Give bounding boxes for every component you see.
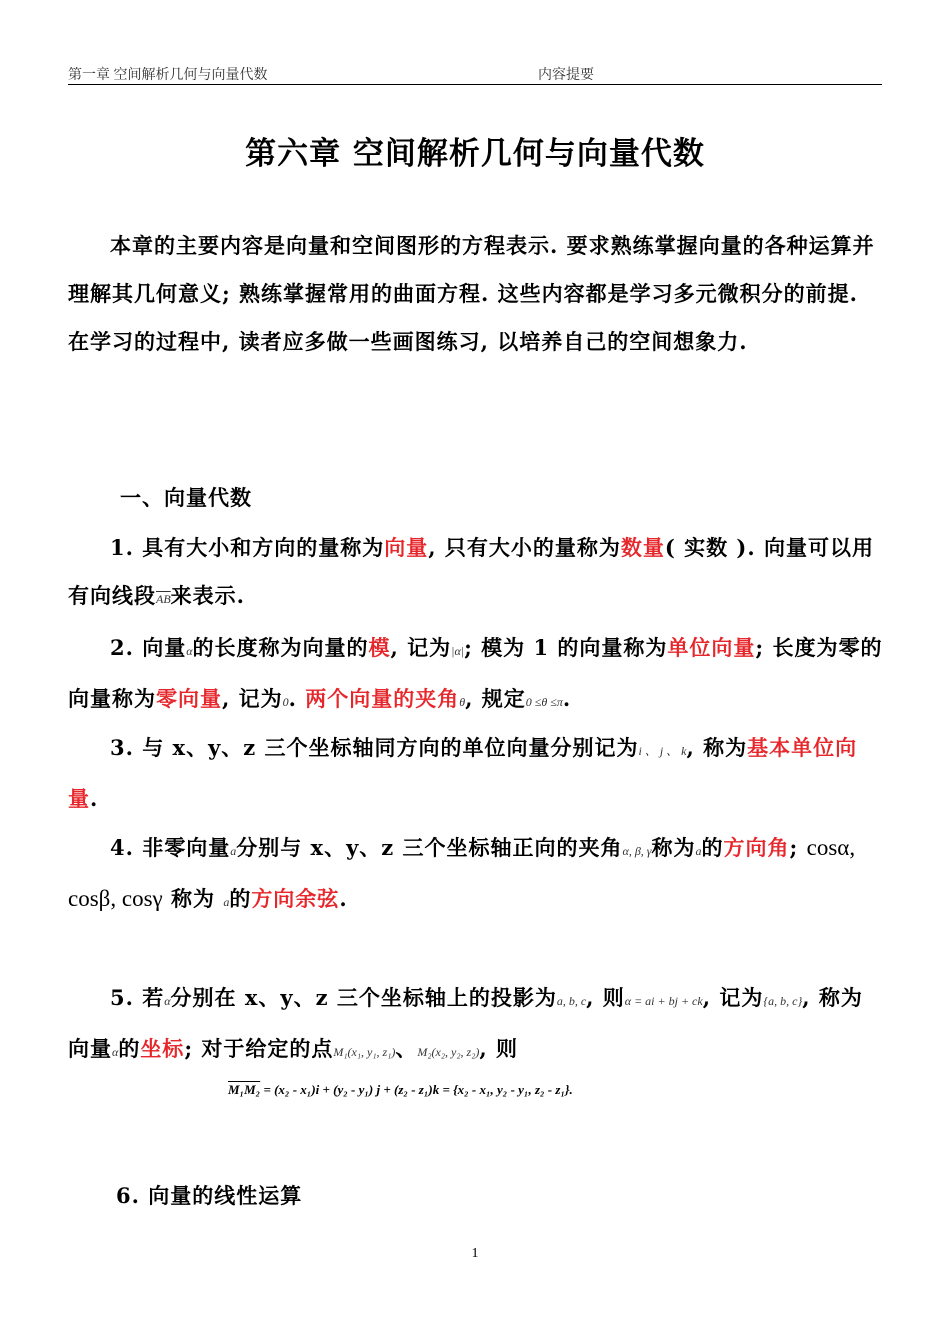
segment-ab: $\overline{AB}$ [156,592,171,606]
sym-m2: M₂(x₂, y₂, z₂) [417,1045,480,1059]
item-4-text-f: 称为 [162,886,224,911]
sym-ijk: i 、 j 、 k [638,744,687,758]
item-2-text-a: 2. 向量 [110,635,187,660]
item-4-text-d: 的 [701,835,724,860]
term-vector: 向量 [384,535,429,560]
item-5-text-a: 5. 若 [110,985,165,1010]
item-2 [68,624,884,726]
header-section: 内容提要 [538,68,594,83]
item-4-text-g: 的 [229,886,252,911]
sym-a: a [230,844,237,858]
item-4-text-h: . [339,886,348,911]
item-3-text-b: , 称为 [686,735,748,760]
sym-range: 0 ≤θ ≤π [525,695,563,709]
item-2-text-g: . [288,686,306,711]
item-1-text-d: 来表示. [170,583,245,608]
section-heading: 一、向量代数 [120,485,252,510]
term-direction-angle: 方向角 [723,835,790,860]
term-scalar: 数量 [620,535,665,560]
term-angle: 两个向量的夹角 [305,686,460,711]
item-3 [68,724,884,823]
item-5-text-h: 、 [395,1036,418,1061]
sym-zero: 0 [282,695,289,709]
sym-abc: a, b, c [556,994,587,1008]
item-2-text-i: . [562,686,572,711]
item-5-text-g: ; 对于给定的点 [184,1036,334,1061]
term-unit-vector: 单位向量 [667,635,756,660]
page-header [68,64,882,85]
sym-alpha: α [186,644,193,658]
direction-cosines: cosα, cosβ, cosγ [68,835,856,911]
term-direction-cosine: 方向余弦 [251,886,340,911]
sym-alpha-5: α [164,994,171,1008]
item-5 [68,974,884,1076]
item-4-text-a: 4. 非零向量 [110,835,231,860]
term-zero-vector: 零向量 [156,686,222,711]
term-modulus: 模 [368,635,391,660]
formula-lhs: M₁M₂ [228,1082,261,1097]
sym-alpha-6: α [112,1045,119,1059]
item-4 [68,824,884,926]
item-1-text-a: 1. 具有大小和方向的量称为 [110,535,385,560]
intro-paragraph: 本章的主要内容是向量和空间图形的方程表示. 要求熟练掌握向量的各种运算并理解其几何意义; 熟练掌握常用的曲面方程. 这些内容都是学习多元微积分的前提. 在学习的过程中, 读者应多做一些画图练习, 以培养自己的空间想象力. [68,233,875,354]
item-5-text-e: , 称为向量 [68,985,863,1061]
header-chapter: 第一章 空间解析几何与向量代数 [68,68,268,83]
sym-a-2: a [695,844,702,858]
item-1-text-b: , 只有大小的量称为 [428,535,621,560]
term-basic-unit-vector: 基本单位向量 [68,735,858,811]
page-title: 第六章 空间解析几何与向量代数 [245,136,705,172]
item-5-text-b: 分别在 x、y、z 三个坐标轴上的投影为 [170,985,557,1010]
sym-a-3: a [223,895,230,909]
item-3-text-a: 3. 与 x、y、z 三个坐标轴同方向的单位向量分别记为 [110,735,639,760]
page-number: 1 [471,1246,479,1261]
item-1-text-c: ( 实数 ). 向量可以用有向线段 [68,535,874,608]
sym-abs-alpha: |α| [451,644,465,658]
item-3-text-c: . [90,786,99,811]
formula-rhs: = (x₂ - x₁)i + (y₂ - y₁) j + (z₂ - z₁)k = {x₂ - x₁, y₂ - y₁, z₂ - z₁}. [260,1082,573,1097]
item-6: 6. 向量的线性运算 [116,1183,303,1208]
sym-theta: θ [459,695,466,709]
item-1 [68,524,884,623]
item-2-text-c: , 记为 [390,635,452,660]
vector-formula [228,1082,573,1098]
item-5-text-c: , 则 [586,985,625,1010]
sym-coord-set: {a, b, c} [763,994,803,1008]
item-2-text-h: , 规定 [465,686,526,711]
item-4-text-c: 称为 [651,835,696,860]
item-2-text-d: ; 模为 1 的向量称为 [464,635,668,660]
item-2-text-f: , 记为 [222,686,283,711]
item-2-text-b: 的长度称为向量的 [192,635,369,660]
sym-m1: M₁(x₁, y₁, z₁) [333,1045,396,1059]
term-coordinate: 坐标 [140,1036,185,1061]
item-5-text-f: 的 [118,1036,141,1061]
item-2-text-e: ; 长度为零的向量称为 [68,635,883,711]
item-5-text-i: , 则 [479,1036,518,1061]
item-4-text-e: ; [789,835,807,860]
item-5-text-d: , 记为 [702,985,764,1010]
sym-angles: α, β, γ [622,844,652,858]
item-4-text-b: 分别与 x、y、z 三个坐标轴正向的夹角 [236,835,623,860]
sym-decomposition: α = ai + bj + ck [624,994,703,1008]
